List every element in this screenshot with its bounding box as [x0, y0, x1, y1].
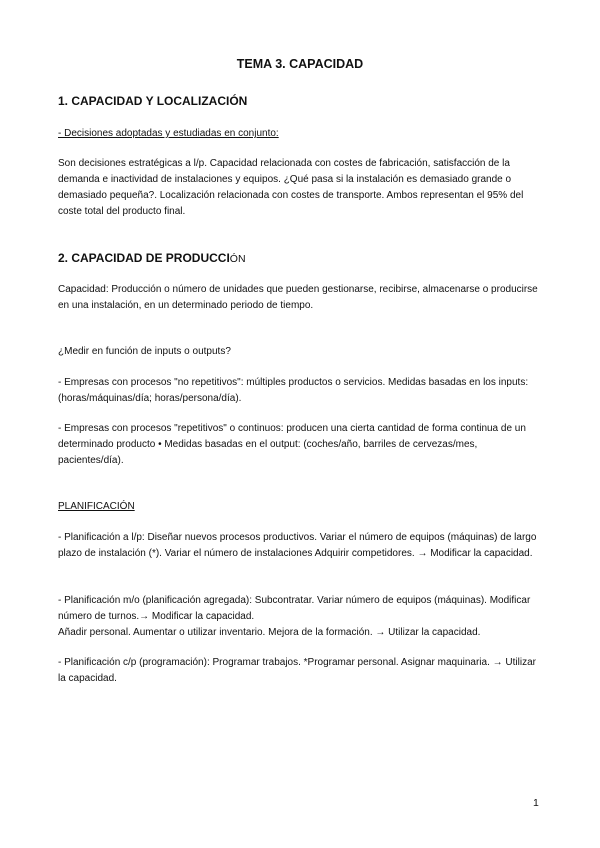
capacity-definition: Capacidad: Producción o número de unidades que pueden gestionarse, recibirse, almacenarse o producirse en una instalación, en un determinado periodo de tiempo.	[58, 284, 538, 311]
planning-short-term: - Planificación c/p (programación): Programar trabajos. *Programar personal. Asignar maquinaria. → Utilizar la capacidad.	[58, 657, 536, 684]
planning-long-term: - Planificación a l/p: Diseñar nuevos procesos productivos. Variar el número de equipos (máquinas) de largo plazo de instalación (*). Variar el número de instalaciones Adquirir competidores. → Modificar la capacidad.	[58, 532, 537, 559]
planning-medium-term	[58, 593, 542, 641]
page-number: 1	[533, 797, 539, 809]
measure-question: ¿Medir en función de inputs o outputs?	[58, 346, 231, 357]
section-2-heading	[58, 251, 246, 265]
page-title: TEMA 3. CAPACIDAD	[236, 57, 364, 71]
planning-medium-term-line2: Añadir personal. Aumentar o utilizar inventario. Mejora de la formación. → Utilizar la capacidad.	[58, 627, 481, 638]
section-1-paragraph: Son decisiones estratégicas a l/p. Capacidad relacionada con costes de fabricación, satisfacción de la demanda e inactividad de instalaciones y equipos. ¿Qué pasa si la instalación es demasiado grande o demasiado pequeña?. Localización relacionada con costes de transporte. Ambos representan el 95% del coste total del producto final.	[58, 158, 524, 217]
planning-heading: PLANIFICACIÓN	[58, 501, 135, 512]
section-1-subheading: - Decisiones adoptadas y estudiadas en conjunto:	[58, 128, 279, 139]
planning-medium-term-line1: - Planificación m/o (planificación agregada): Subcontratar. Variar número de equipos (máquinas). Modificar número de turnos.→ Modificar la capacidad.	[58, 595, 531, 622]
section-2-heading-tail: ÓN	[229, 253, 246, 265]
repetitive-item: - Empresas con procesos "repetitivos" o continuos: producen una cierta cantidad de forma continua de un determinado producto • Medidas basadas en el output: (coches/año, barriles de cervezas/mes, pacientes/día).	[58, 423, 526, 466]
non-repetitive-item: - Empresas con procesos "no repetitivos": múltiples productos o servicios. Medidas basadas en los inputs: (horas/máquinas/día; horas/persona/día).	[58, 377, 529, 404]
section-1-heading: 1. CAPACIDAD Y LOCALIZACIÓN	[58, 94, 248, 108]
section-2-heading-main: 2. CAPACIDAD DE PRODUCCI	[58, 251, 230, 265]
